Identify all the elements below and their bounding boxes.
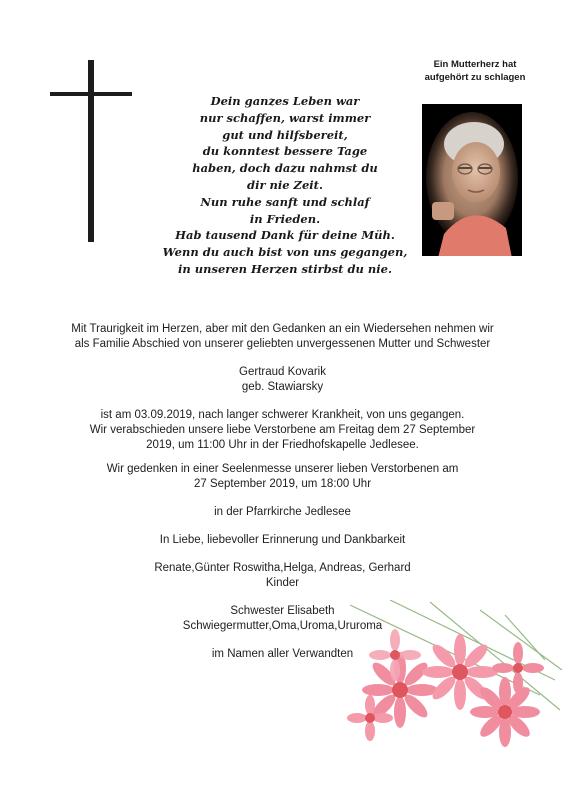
poem-line: Dein ganzes Leben war: [210, 94, 360, 108]
photo-caption: [405, 58, 545, 84]
mass-line-1: Wir gedenken in einer Seelenmesse unserer lieben Verstorbenen am: [106, 463, 459, 475]
cross-horizontal-bar: [50, 92, 132, 96]
farewell-line-1: Wir verabschieden unsere liebe Verstorbene am Freitag dem 27 September: [89, 424, 476, 436]
caption-line-2: aufgehört zu schlagen: [424, 72, 526, 83]
relatives-line: Schwiegermutter,Oma,Uroma,Ururoma: [182, 620, 383, 632]
mass-line-2: 27 September 2019, um 18:00 Uhr: [193, 478, 372, 490]
poem-line: Nun ruhe sanft und schlaf: [200, 194, 370, 209]
poem-line: Hab tausend Dank für deine Müh.: [175, 228, 395, 243]
others-line: im Namen aller Verwandten: [211, 648, 354, 660]
poem-line: Wenn du auch bist von uns gegangen,: [162, 245, 408, 260]
intro-line-1: Mit Traurigkeit im Herzen, aber mit den Gedanken an ein Wiedersehen nehmen wir: [71, 323, 494, 335]
poem-line: in Frieden.: [249, 211, 321, 226]
sister-line: Schwester Elisabeth: [230, 605, 335, 617]
intro-line-2: als Familie Abschied von unserer geliebten unvergessenen Mutter und Schwester: [74, 338, 491, 350]
gerbera-flowers-image: [330, 600, 565, 760]
birth-name: geb. Stawiarsky: [241, 381, 324, 393]
portrait-photo: [422, 104, 522, 256]
poem-line: haben, doch dazu nahmst du: [192, 161, 378, 176]
church-line: in der Pfarrkirche Jedlesee: [214, 506, 351, 518]
death-date-line: ist am 03.09.2019, nach langer schwerer Krankheit, von uns gegangen.: [100, 409, 465, 421]
poem-line: gut und hilfsbereit,: [222, 127, 348, 142]
poem-line: dir nie Zeit.: [247, 177, 323, 192]
poem-line: nur schaffen, warst immer: [199, 110, 371, 125]
farewell-line-2: 2019, um 11:00 Uhr in der Friedhofskapelle Jedlesee.: [146, 439, 419, 451]
portrait-image: [422, 104, 522, 256]
poem-line: du konntest bessere Tage: [202, 144, 368, 159]
caption-line-1: Ein Mutterherz hat: [433, 59, 517, 70]
children-line: Renate,Günter Roswitha,Helga, Andreas, Gerhard: [154, 562, 411, 574]
cross-icon: [50, 60, 132, 242]
poem-line: in unseren Herzen stirbst du nie.: [178, 261, 392, 276]
children-label: Kinder: [265, 577, 300, 589]
cross-vertical-bar: [88, 60, 94, 242]
deceased-name: Gertraud Kovarik: [239, 366, 326, 378]
memorial-poem: [160, 93, 410, 278]
love-line: In Liebe, liebevoller Erinnerung und Dankbarkeit: [159, 534, 406, 546]
